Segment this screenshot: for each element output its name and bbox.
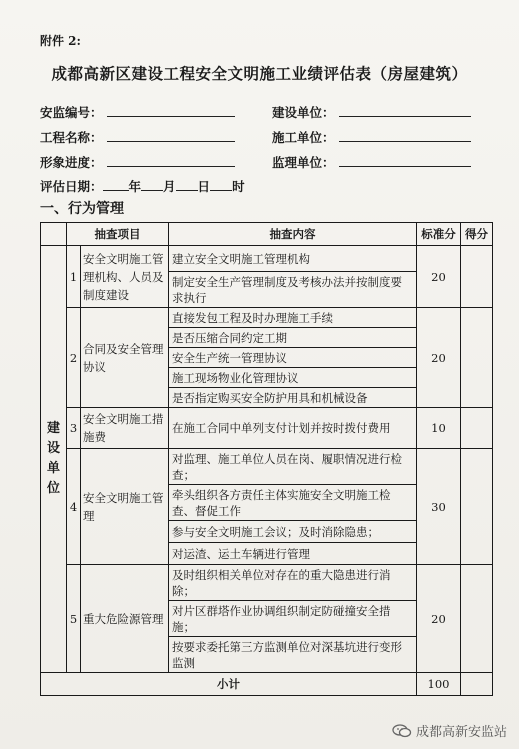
table-row: 5 重大危险源管理 及时组织相关单位对存在的重大隐患进行消除； 20: [41, 565, 493, 601]
field-project-name: 工程名称：: [40, 128, 235, 146]
table-row: 建 设 单 位 1 安全文明施工管理机构、人员及制度建设 建立安全文明施工管理机构 20: [41, 246, 493, 272]
field-developer: 建设单位：: [272, 103, 471, 121]
section-heading: 一、行为管理: [40, 201, 124, 217]
assessment-table: 抽查项目 抽查内容 标准分 得分 建 设 单 位 1 安全文明施工管理机构、人员及制度建设 建立安全文明施工管理机构 20 制定安全生产管理制度及考核办法并按制度要求执行 2 合同及安全管理协议 直接发包工程及时办理施工手续 20 是否压缩合同约定工期 安全生产统一管理协议 施工现场物业化管理协议 是否指定购买安全防护用具和机械设备 3 安全文明施工措施费 在施工合同中单列支付计划并按时拨付费用 10 4 安全文明施工管理 对监理、施工单位人员在岗、履职情况进行检查； 30 牵头组织各方责任主体实施安全文明施工检查、督促工作 参与安全文明施工会议；及时消除隐患； 对运渣、运土车辆进行管理 5 重大危险源管理 及时组织相关单位对存在的重大隐患进行消除； 20 对片区群塔作业协调组织制定防碰撞安全措施； 按要求委托第三方监测单位对深基坑进行变形监测 小计 100: [40, 222, 493, 696]
header-score: 标准分: [417, 223, 461, 246]
header-item: 抽查项目: [67, 223, 169, 246]
header-got: 得分: [461, 223, 493, 246]
field-safety-number: 安监编号：: [40, 103, 235, 121]
field-progress: 形象进度：: [40, 153, 235, 171]
subtotal-row: [41, 673, 493, 696]
page-title: 成都高新区建设工程安全文明施工业绩评估表（房屋建筑）: [51, 64, 468, 83]
header-content: 抽查内容: [169, 223, 417, 246]
field-contractor: 施工单位：: [272, 128, 471, 146]
table-row: 3 安全文明施工措施费 在施工合同中单列支付计划并按时拨付费用 10: [41, 408, 493, 449]
assessment-date: 评估日期： 年 月 日 时: [40, 179, 245, 194]
wechat-icon: [392, 724, 412, 738]
attachment-label: 附件 2:: [40, 34, 81, 48]
group-label: 建 设 单 位: [41, 246, 67, 673]
subtotal-score: 100: [417, 673, 461, 696]
table-row: 2 合同及安全管理协议 直接发包工程及时办理施工手续 20: [41, 308, 493, 328]
watermark: [392, 721, 507, 740]
field-supervisor: 监理单位：: [272, 153, 471, 171]
watermark-text: 成都高新安监站: [415, 725, 507, 740]
table-row: 4 安全文明施工管理 对监理、施工单位人员在岗、履职情况进行检查； 30: [41, 449, 493, 485]
subtotal-label: 小计: [41, 673, 417, 696]
table-header-row: [41, 223, 493, 246]
